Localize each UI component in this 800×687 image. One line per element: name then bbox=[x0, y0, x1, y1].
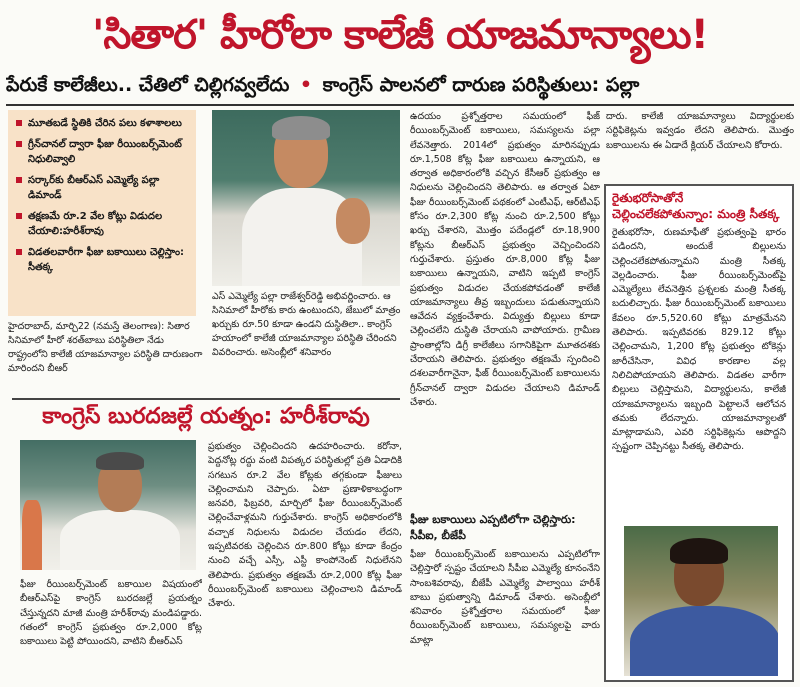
harish-section-title: కాంగ్రెస్ బురదజల్లే యత్నం: హరీశ్‌రావు bbox=[42, 404, 370, 429]
harish-article-left: ఫీజు రీయింబర్స్‌మెంట్ బకాయిల విషయంలో బీఆర్‌ఎస్‌పై కాంగ్రెస్ బురదజల్లే ప్రయత్నం చేస్తున్నదని మాజీ మంత్రి హరీశ్‌రావు మండిపడ్డారు. గతంలో కాంగ్రెస్ ప్రభుత్వం రూ.2,000 కోట్ల బకాయిలు పెట్టి పోయిందని, వాటిని బీఆర్‌ఎస్ bbox=[20, 579, 202, 648]
highlight-item: సర్కార్‌కు బీఆర్‌ఎస్ ఎమ్మెల్యే పల్లా డిమాండ్ bbox=[16, 173, 188, 203]
bullet-dot-icon: • bbox=[299, 74, 313, 96]
square-bullet-icon bbox=[16, 120, 22, 126]
headline: 'సితార' హీరోలా కాలేజీ యాజమాన్యాలు! bbox=[92, 12, 708, 58]
square-bullet-icon bbox=[16, 249, 22, 255]
cpi-bjp-subtitle: ఫీజు బకాయిలు ఎప్పటిలోగా చెల్లిస్తారు: సీపీఐ, బీజేపీ bbox=[410, 513, 576, 542]
highlights-box bbox=[8, 110, 196, 316]
highlight-item: విడతలవారీగా ఫీజు బకాయిలు చెల్లిస్తాం: సీతక్క bbox=[16, 245, 188, 275]
article-intro: హైదరాబాద్, మార్చి22 (నమస్తే తెలంగాణ): సితార సినిమాలో హీరో శరత్‌బాబు పరిస్థితిలా నేడు రాష్ట్రంలోని కాలేజీ యాజమాన్యాల పరిస్థితి దారుణంగా మారిందని బీఆర్ bbox=[8, 321, 203, 374]
highlight-item: మూతబడే స్థితికి చేరిన పలు కళాశాలలు bbox=[16, 116, 188, 131]
subheadline bbox=[6, 68, 796, 102]
square-bullet-icon bbox=[16, 141, 22, 147]
subheadline-left: పేరుకే కాలేజీలు.. చేతిలో చిల్లిగవ్వలేదు bbox=[6, 74, 290, 96]
photo-harish-rao bbox=[20, 440, 196, 570]
highlight-item: గ్రీన్‌చానల్ ద్వారా ఫీజు రీయింబర్స్‌మెంట్ నిధులివ్వాలి bbox=[16, 137, 188, 167]
harish-article-right: ప్రభుత్వం చెల్లించిందని ఉదహరించారు. కరోనా, పెద్దనోట్ల రద్దు వంటి విపత్కర పరిస్థితుల్లో ప్రతి ఏడాదికి సగటున రూ.2 వేల కోట్లకు తగ్గకుండా ఫీజులు చెల్లించామని చెప్పారు. ఏటా ప్రణాళికాబద్ధంగా జనవరి, ఫిబ్రవరి, మార్చిలో ఫీజు రీయింబర్స్‌మెంట్ చెల్లించేవాళ్లమని గుర్తుచేశారు. కాంగ్రెస్ అధికారంలోకి వచ్చాక నిధులను విడుదల చేయడం లేదని, ఇప్పటివరకు చెల్లించిన రూ.800 కోట్లు కూడా కేంద్రం నుంచి వచ్చే ఎస్సీ, ఎస్టీ కాంపోనెంట్ నిధులేనని తెలిపారు. ప్రభుత్వం తక్షణమే రూ.2,000 కోట్ల ఫీజు రీయింబర్స్‌మెంట్ బకాయిలు చెల్లించాలని డిమాండ్ చేశారు. bbox=[208, 441, 402, 610]
highlight-item: తక్షణమే రూ.2 వేల కోట్లు విడుదల చేయాలి:హరీశ్‌రావు bbox=[16, 209, 188, 239]
subheadline-right: కాంగ్రెస్ పాలనలో దారుణ పరిస్థితులు: పల్లా bbox=[322, 74, 640, 96]
article-column-3: ఉదయం ప్రశ్నోత్తరాల సమయంలో ఫీజ్ రీయింబర్స్‌మెంట్ బకాయిలు, సమస్యలను పల్లా లేవనెత్తారు. 2014లో ప్రభుత్వం మారినప్పుడు రూ.1,508 కోట్ల ఫీజు బకాయిలు ఉన్నాయని, ఆ తర్వాత అధికారంలోకి వచ్చిన కేసీఆర్ ప్రభుత్వం ఆ నిధులను చెల్లించిందని తెలిపారు. ఆ తర్వాత ఏటా ఫీజు రీయింబర్స్‌మెంట్ పథకంలో ఎంటీఎఫ్, ఆర్‌టీఎఫ్ కోసం రూ.2,300 కోట్ల నుంచి రూ.2,500 కోట్లు ఖర్చు చేశారని, మొత్తం పదేండ్లలో రూ.18,900 కోట్లను బీఆర్‌ఎస్ ప్రభుత్వం వెచ్చించిందని గుర్తుచేశారు. ప్రస్తుతం రూ.8,000 కోట్ల ఫీజు బకాయిలు ఉన్నాయని, వాటిని ఇప్పటి కాంగ్రెస్ ప్రభుత్వం విడుదల చేయకపోవడంతో కాలేజీ యాజమాన్యాలు తీవ్ర ఇబ్బందులు పడుతున్నాయని ఆవేదన వ్యక్తంచేశారు. విద్యుత్తు బిల్లులు కూడా చెల్లించలేని దుస్థితి చేరాయని వాపోయారు. గ్రామీణ ప్రాంతాల్లోని డిగ్రీ కాలేజీలు సగానికిపైగా మూతదశకు చేరాయని తెలిపారు. ప్రభుత్వం తక్షణమే స్పందించి దశలవారీగానైనా, ఫీజ్ రీయింబర్స్‌మెంట్ బకాయిలను గ్రీన్‌చానల్ ద్వారా విడుదల చేయాలని డిమాండ్ చేశారు. bbox=[410, 111, 600, 408]
seethakka-box bbox=[604, 184, 794, 682]
square-bullet-icon bbox=[16, 213, 22, 219]
seethakka-box-title: రైతుభరోసాతోనే చెల్లించలేకపోతున్నాం: మంత్రి సీతక్క bbox=[612, 191, 780, 221]
divider bbox=[6, 104, 794, 106]
seethakka-box-body: రైతుభరోసా, రుణమాఫీతో ప్రభుత్వంపై భారం పడిందని, అందుకే బిల్లులను చెల్లించలేకపోతున్నామని మంత్రి సీతక్క వెల్లడించారు. ఫీజు రీయింబర్స్‌మెంట్‌పై ఎమ్మెల్యేలు లేవనెత్తిన ప్రశ్నలకు మంత్రి సీతక్క బదులిచ్చారు. ఫీజు రీయింబర్స్‌మెంట్ బకాయిలు కేవలం రూ.5,520.60 కోట్లు మాత్రమేనని తెలిపారు. ఇప్పటివరకు 829.12 కోట్లు చెల్లించామని, 1,200 కోట్ల ప్రభుత్వం టోకెన్లు జారీచేసినా, వివిధ కారణాల వల్ల నిలిచిపోయాయని తెలిపారు. విడతల వారీగా బిల్లులు చెల్లిస్తామని, విద్యార్థులను, కాలేజీ యాజమాన్యాలను ఇబ్బంది పెట్టాలనే ఆలోచన తమకు లేదన్నారు. యాజమాన్యాలతో మాట్లాడామని, ఎవరి సర్టిఫికెట్లను ఆపొద్దని స్పష్టంగా చెప్పినట్టు సీతక్క తెలిపారు. bbox=[612, 227, 786, 453]
harish-section-header bbox=[12, 398, 400, 434]
photo-caption-palla: ఎస్ ఎమ్మెల్యే పల్లా రాజేశ్వర్‌రెడ్డి అభివర్ణించారు. ఆ సినిమాలో హీరోకు కారు ఉంటుందని, జేబులో మాత్రం ఖర్చుకు రూ.50 కూడా ఉండని దుస్థితిలా.. కాంగ్రెస్ హయాంలో కాలేజీ యాజమాన్యాల పరిస్థితి చేరిందని వివరించారు. అసెంబ్లీలో శనివారం bbox=[212, 291, 401, 358]
photo-seethakka bbox=[624, 526, 778, 676]
cpi-bjp-article: ఫీజు రీయింబర్స్‌మెంట్ బకాయిలను ఎప్పటిలోగా చెల్లిస్తారో స్పష్టం చేయాలని సీపీఐ ఎమ్మెల్యే కూనంనేని సాంబశివరావు, బీజేపీ ఎమ్మెల్యే పాల్వాయి హరీశ్ బాబు ప్రభుత్వాన్ని డిమాండ్ చేశారు. అసెంబ్లీలో శనివారం ప్రశ్నోత్తరాల సమయంలో ఫీజు రీయింబర్స్‌మెంట్ బకాయిలు, సమస్యలపై వారు మాట్లా bbox=[410, 549, 600, 646]
square-bullet-icon bbox=[16, 177, 22, 183]
article-column-4: దారు. కాలేజీ యాజమాన్యాలు విద్యార్థులకు సర్టిఫికెట్లను ఇవ్వడం లేదని తెలిపారు. మొత్తం బకాయిలను ఈ ఏడాదే క్లియర్ చేయాలని కోరారు. bbox=[606, 111, 794, 151]
photo-palla bbox=[212, 110, 400, 286]
